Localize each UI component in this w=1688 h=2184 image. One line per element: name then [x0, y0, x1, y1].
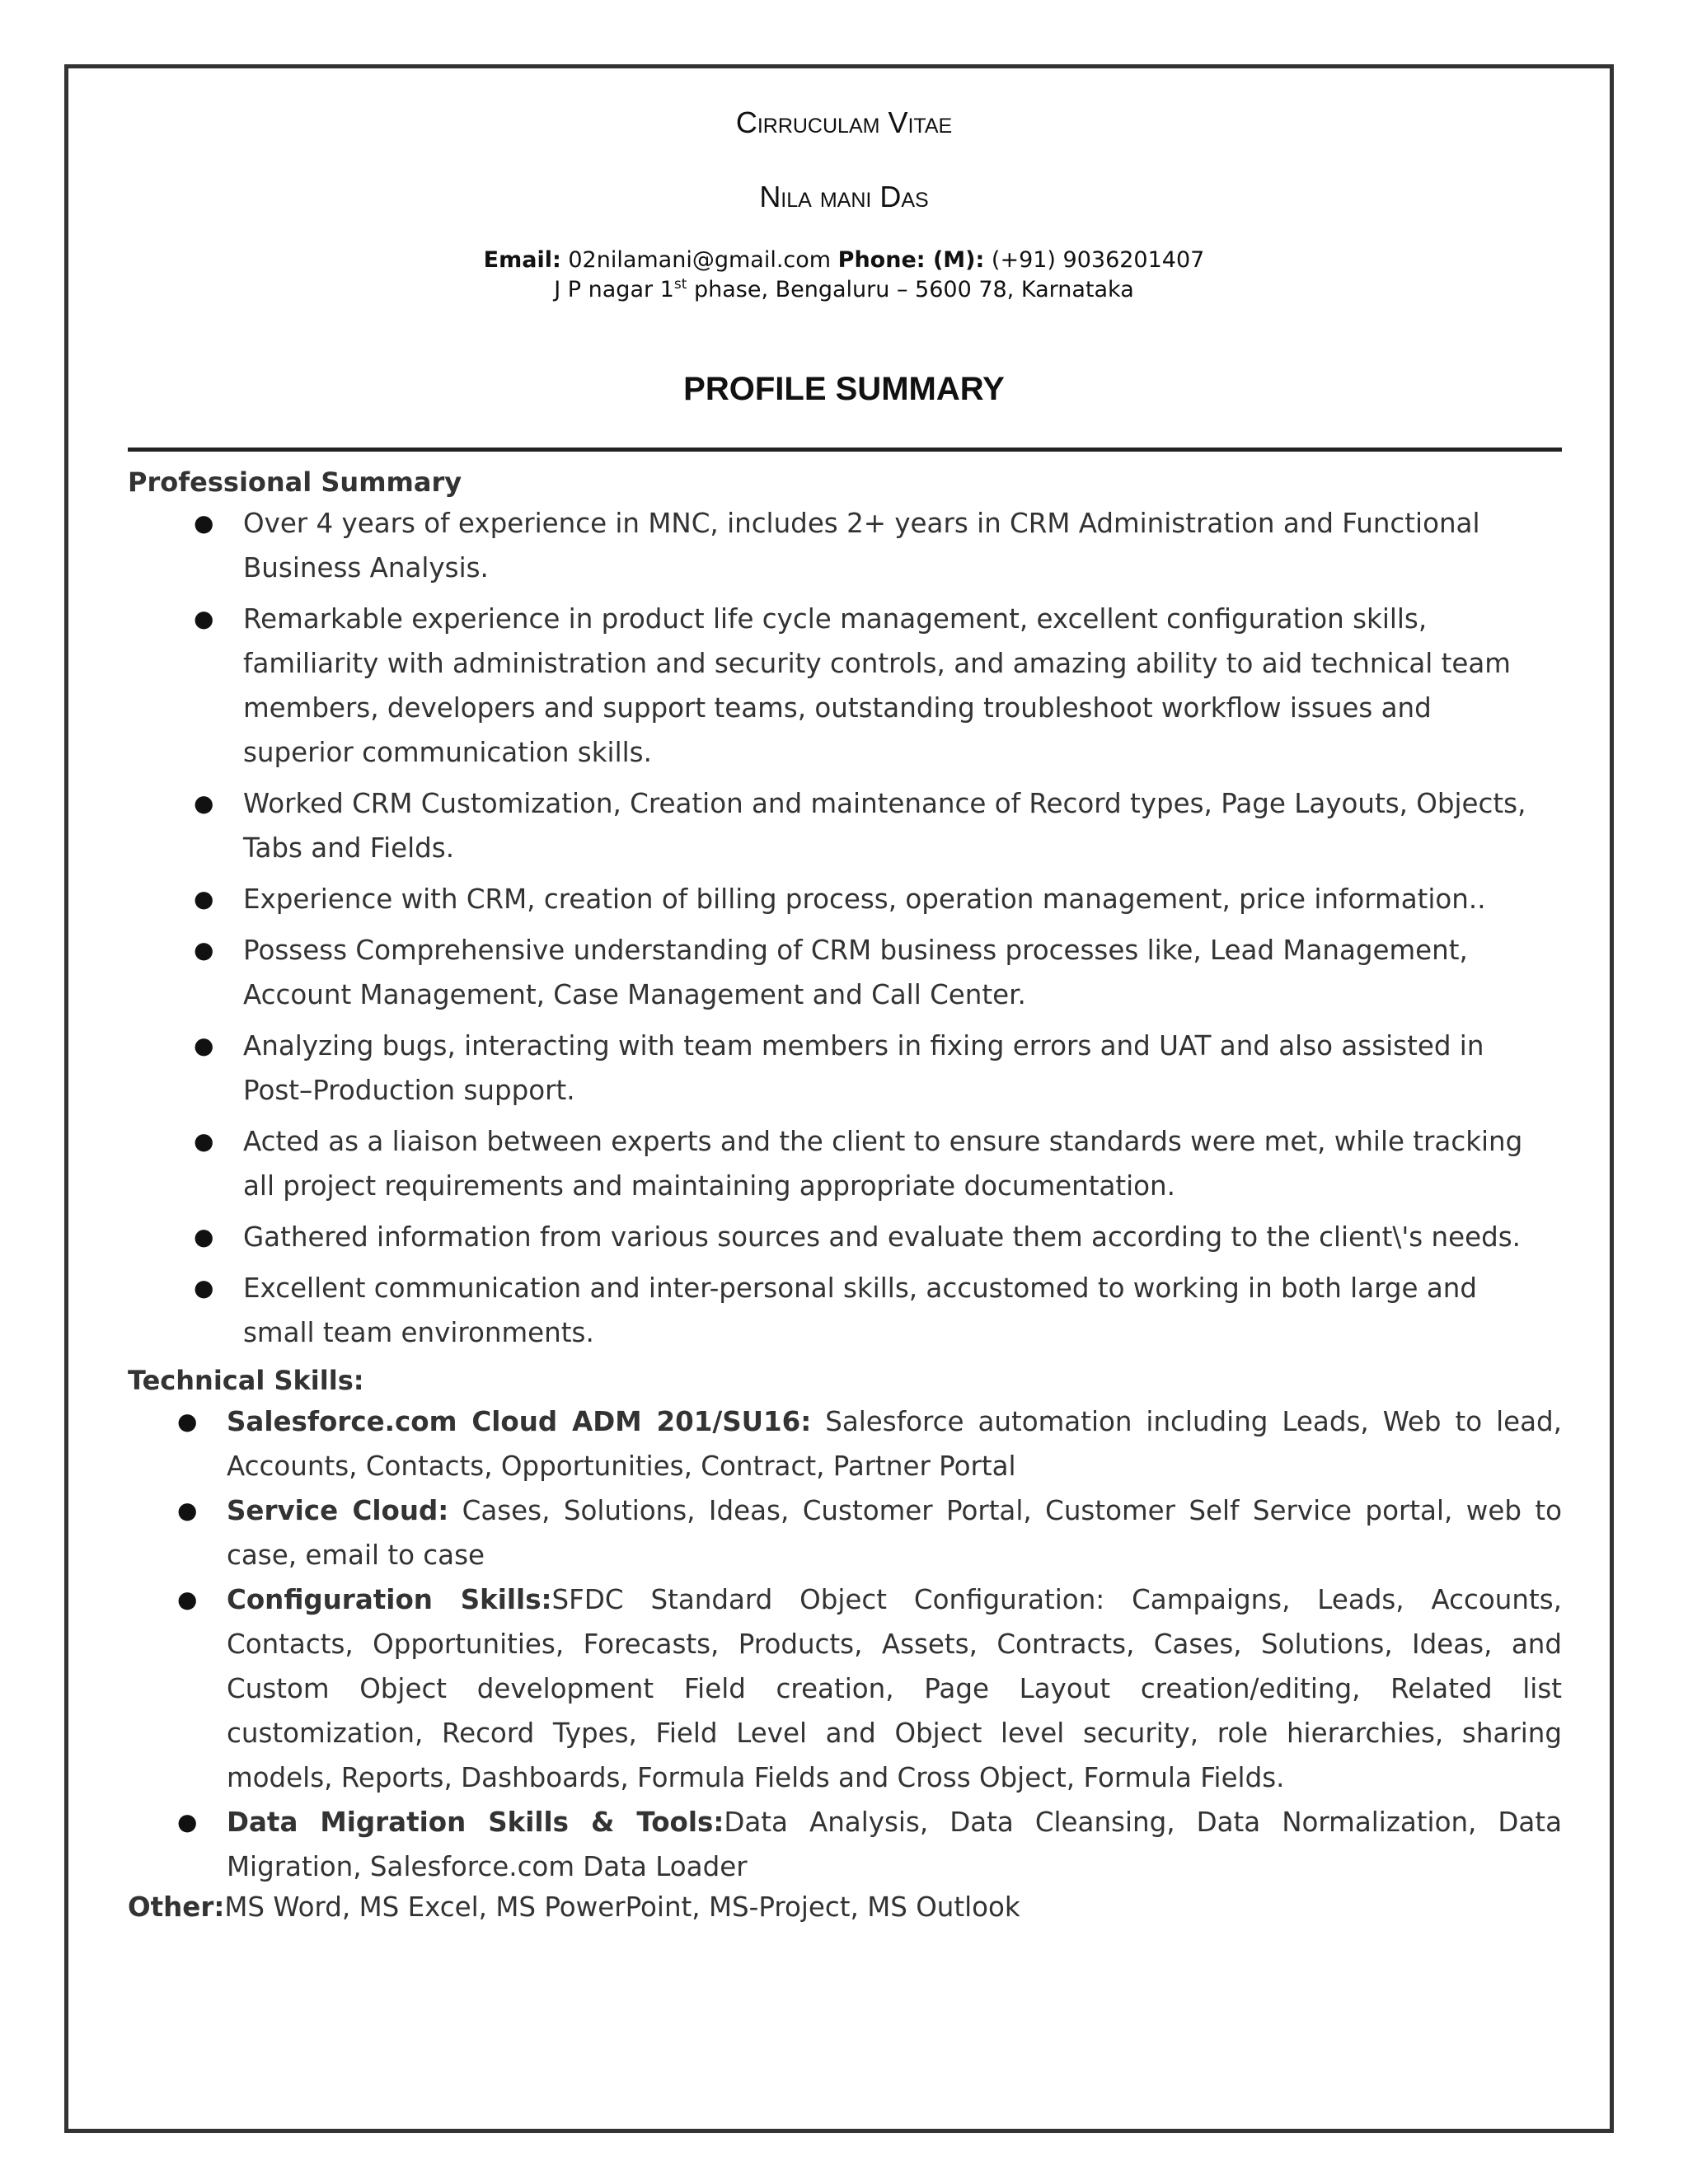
professional-summary-heading: Professional Summary: [128, 466, 462, 498]
skill-text: Data Analysis, Data Cleansing, Data Normalization, Data Migration, Salesforce.com Data Loader: [227, 1807, 1562, 1882]
summary-item-text: Over 4 years of experience in MNC, includes 2+ years in CRM Administration and Functional Business Analysis.: [243, 508, 1480, 583]
skill-text: SFDC Standard Object Configuration: Campaigns, Leads, Accounts, Contacts, Opportunities, Forecasts, Products, Assets, Contracts, Cases, Solutions, Ideas, and Custom Object development Field creation, Page Layout creation/editing, Related list customization, Record Types, Field Level and Object level security, role hierarchies, sharing models, Reports, Dashboards, Formula Fields and Cross Object, Formula Fields.: [227, 1584, 1562, 1793]
profile-summary-title: PROFILE SUMMARY: [683, 371, 1005, 407]
other-label: Other:: [128, 1891, 225, 1923]
bullet-icon: ●: [194, 936, 214, 963]
bullet-icon: ●: [194, 509, 214, 537]
bullet-icon: ●: [177, 1497, 198, 1524]
skill-label: Configuration Skills:: [227, 1584, 552, 1615]
skill-label: Service Cloud:: [227, 1495, 449, 1526]
skill-label: Data Migration Skills & Tools:: [227, 1807, 724, 1838]
summary-item-text: Gathered information from various sources and evaluate them according to the client\'s needs.: [243, 1221, 1522, 1253]
contact-block: [0, 246, 1688, 305]
skill-item: [128, 1800, 1562, 1889]
summary-item: [128, 877, 1562, 921]
summary-item: [128, 1215, 1562, 1259]
bullet-icon: ●: [194, 1032, 214, 1059]
candidate-name: Nila mani Das: [759, 180, 929, 213]
bullet-icon: ●: [194, 605, 214, 632]
summary-item: [128, 1119, 1562, 1208]
section-divider: [128, 448, 1562, 452]
other-text: MS Word, MS Excel, MS PowerPoint, MS-Project, MS Outlook: [224, 1891, 1020, 1923]
professional-summary-list: [128, 501, 1562, 1355]
address-line: [0, 275, 1688, 305]
skill-text: Cases, Solutions, Ideas, Customer Portal, Customer Self Service portal, web to case, email to case: [227, 1495, 1562, 1571]
technical-skills-list: [128, 1399, 1562, 1889]
technical-skills-heading: Technical Skills:: [128, 1365, 364, 1396]
email-label: Email:: [483, 247, 561, 273]
resume-content: [128, 463, 1562, 1925]
contact-line: [0, 246, 1688, 275]
phone-label: Phone: (M):: [837, 247, 985, 273]
summary-item: [128, 781, 1562, 870]
summary-item: [128, 928, 1562, 1017]
bullet-icon: ●: [194, 790, 214, 817]
bullet-icon: ●: [194, 1127, 214, 1155]
summary-item-text: Analyzing bugs, interacting with team members in fixing errors and UAT and also assisted in Post–Production support.: [243, 1030, 1484, 1106]
address-superscript: st: [673, 276, 687, 293]
bullet-icon: ●: [177, 1408, 198, 1435]
summary-item-text: Possess Comprehensive understanding of CRM business processes like, Lead Management, Account Management, Case Management and Call Center.: [243, 935, 1468, 1010]
bullet-icon: ●: [194, 1274, 214, 1301]
bullet-icon: ●: [177, 1808, 198, 1835]
summary-item: [128, 1266, 1562, 1355]
summary-item-text: Worked CRM Customization, Creation and maintenance of Record types, Page Layouts, Objects, Tabs and Fields.: [243, 788, 1526, 864]
bullet-icon: ●: [194, 885, 214, 912]
bullet-icon: ●: [194, 1223, 214, 1250]
bullet-icon: ●: [177, 1586, 198, 1613]
skill-item: [128, 1399, 1562, 1488]
summary-item-text: Remarkable experience in product life cycle management, excellent configuration skills, familiarity with administration and security controls, and amazing ability to aid technical team members, developers and support teams, outstanding troubleshoot workflow issues and superior communication skills.: [243, 603, 1511, 768]
skill-label: Salesforce.com Cloud ADM 201/SU16:: [227, 1406, 812, 1437]
skill-text: Salesforce automation including Leads, Web to lead, Accounts, Contacts, Opportunities, Contract, Partner Portal: [227, 1406, 1562, 1482]
summary-item-text: Excellent communication and inter-personal skills, accustomed to working in both large and small team environments.: [243, 1272, 1478, 1348]
address-part-2: phase, Bengaluru – 5600 78, Karnataka: [687, 277, 1134, 302]
summary-item: [128, 501, 1562, 590]
skill-item: [128, 1577, 1562, 1800]
skill-item: [128, 1488, 1562, 1577]
address-part-1: J P nagar 1: [554, 277, 674, 302]
summary-item-text: Experience with CRM, creation of billing process, operation management, price information..: [243, 883, 1486, 915]
other-skills: [128, 1889, 1562, 1925]
email-value: 02nilamani@gmail.com: [568, 247, 832, 273]
summary-item: [128, 1024, 1562, 1113]
document-title: Cirruculam Vitae: [735, 105, 953, 139]
summary-item: [128, 597, 1562, 775]
phone-value: (+91) 9036201407: [991, 247, 1205, 273]
summary-item-text: Acted as a liaison between experts and the client to ensure standards were met, while tracking all project requirements and maintaining appropriate documentation.: [243, 1126, 1523, 1202]
